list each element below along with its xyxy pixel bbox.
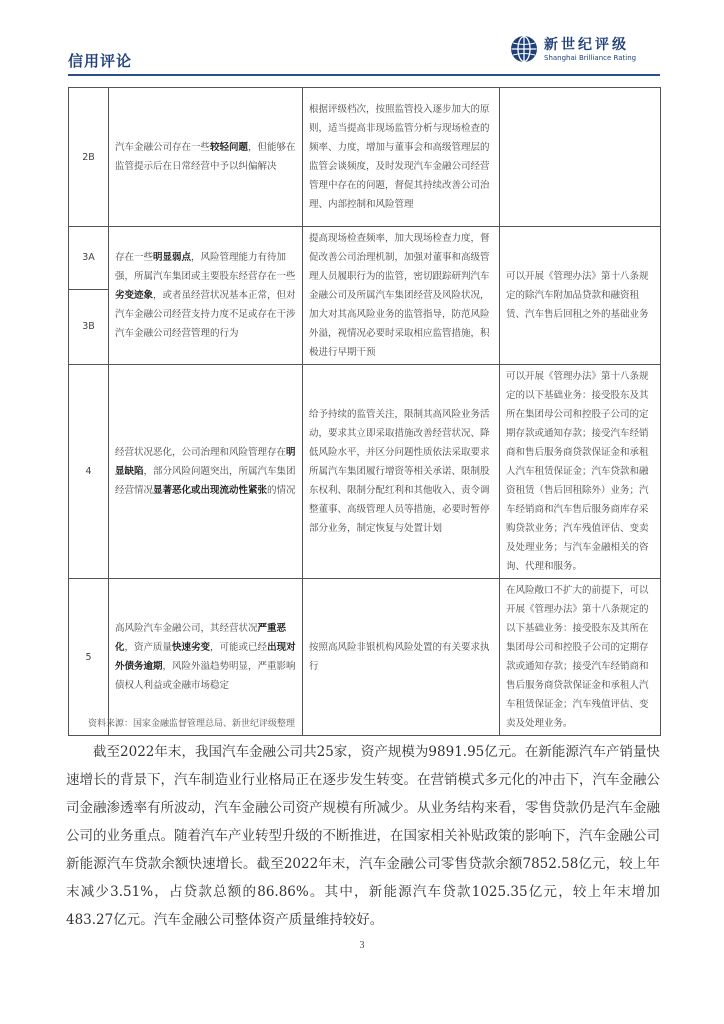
rating-description: 高风险汽车金融公司，其经营状况严重恶化，资产质量快速劣变，可能或已经出现对外债务逾期，风险外溢趋势明显，严重影响债权人利益或金融市场稳定 xyxy=(109,579,303,736)
body-paragraph: 截至2022年末，我国汽车金融公司共25家，资产规模为9891.95亿元。在新能源汽车产销量快速增长的背景下，汽车制造业行业格局正在逐步发生转变。在营销模式多元化的冲击下，汽车金融公司金融渗透率有所波动，汽车金融公司资产规模有所减少。从业务结构来看，零售贷款仍是汽车金融公司的业务重点。随着汽车产业转型升级的不断推进，在国家相关补贴政策的影响下，汽车金融公司新能源汽车贷款余额快速增长。截至2022年末，汽车金融公司零售贷款余额7852.58亿元，较上年末减少3.51%，占贷款总额的86.86%。其中，新能源汽车贷款1025.35亿元，较上年末增加483.27亿元。汽车金融公司整体资产质量维持较好。 xyxy=(66,744,660,928)
rating-level: 2B xyxy=(69,88,109,227)
header-title: 信用评论 xyxy=(68,52,133,70)
page-number: 3 xyxy=(359,940,365,951)
allowed-business: 在风险敞口不扩大的前提下，可以开展《管理办法》第十八条规定的以下基础业务：接受股东及其所在集团母公司和控股子公司的定期存款或通知存款；接受汽车经销商和售后服务商贷款保证金和承租人汽车租赁保证金；汽车残值评估、变卖及处理业务。 xyxy=(500,579,661,736)
table-row xyxy=(69,227,661,290)
rating-description: 汽车金融公司存在一些较轻问题，但能够在监管提示后在日常经营中予以纠偏解决 xyxy=(109,88,303,227)
brand-logo xyxy=(510,32,660,72)
table-row xyxy=(69,579,661,736)
page-header xyxy=(68,32,660,72)
supervision-measures: 按照高风险非银机构风险处置的有关要求执行 xyxy=(303,579,500,736)
logo-english-name: Shanghai Brilliance Rating xyxy=(544,54,637,62)
supervision-measures: 给予持续的监管关注，限制其高风险业务活动，要求其立即采取措施改善经营状况、降低风险水平，并区分问题性质依法采取要求所属汽车集团履行增资等相关承诺、限制股东权利、限制分配红利和其他收入、责令调整董事、高级管理人员等措施，必要时暂停部分业务，制定恢复与处置计划 xyxy=(303,365,500,579)
supervision-measures: 提高现场检查频率，加大现场检查力度，督促改善公司治理机制，加强对董事和高级管理人员履职行为的监管，密切跟踪研判汽车金融公司及所属汽车集团经营及风险状况，加大对其高风险业务的监管指导，防范风险外溢，视情况必要时采取相应监管措施，积极进行早期干预 xyxy=(303,227,500,365)
rating-level: 5 xyxy=(69,579,109,736)
table-row xyxy=(69,365,661,579)
supervision-measures: 根据评级档次，按照监管投入逐步加大的原则，适当提高非现场监管分析与现场检查的频率、力度，增加与董事会和高级管理层的监管会谈频度，及时发现汽车金融公司经营管理中存在的问题，督促其持续改善公司治理、内部控制和风险管理 xyxy=(303,88,500,227)
table-source-note: 资料来源：国家金融监督管理总局、新世纪评级整理 xyxy=(88,719,296,729)
logo-chinese-name: 新世纪评级 xyxy=(544,37,629,53)
rating-description: 经营状况恶化，公司治理和风险管理存在明显缺陷，部分风险问题突出，所属汽车集团经营情况显著恶化或出现流动性紧张的情况 xyxy=(109,365,303,579)
allowed-business: 可以开展《管理办法》第十八条规定的除汽车附加品贷款和融资租赁、汽车售后回租之外的基础业务 xyxy=(500,227,661,365)
rating-measures-table xyxy=(68,87,661,736)
rating-description: 存在一些明显弱点，风险管理能力有待加强，所属汽车集团或主要股东经营存在一些劣变迹象，或者虽经营状况基本正常，但对汽车金融公司经营支持力度不足或存在干涉汽车金融公司经营管理的行为 xyxy=(109,227,303,365)
rating-level: 4 xyxy=(69,365,109,579)
rating-level: 3B xyxy=(69,289,109,364)
allowed-business: 可以开展《管理办法》第十八条规定的以下基础业务：接受股东及其所在集团母公司和控股子公司的定期存款或通知存款；接受汽车经销商和售后服务商贷款保证金和承租人汽车租赁保证金；汽车贷款和融资租赁（售后回租除外）业务；汽车经销商和汽车售后服务商库存采购贷款业务；汽车残值评估、变卖及处理业务；与汽车金融相关的咨询、代理和服务。 xyxy=(500,365,661,579)
rating-level: 3A xyxy=(69,227,109,290)
allowed-business xyxy=(500,88,661,227)
table-row xyxy=(69,88,661,227)
header-divider xyxy=(68,74,660,76)
globe-logo-icon xyxy=(510,35,538,63)
